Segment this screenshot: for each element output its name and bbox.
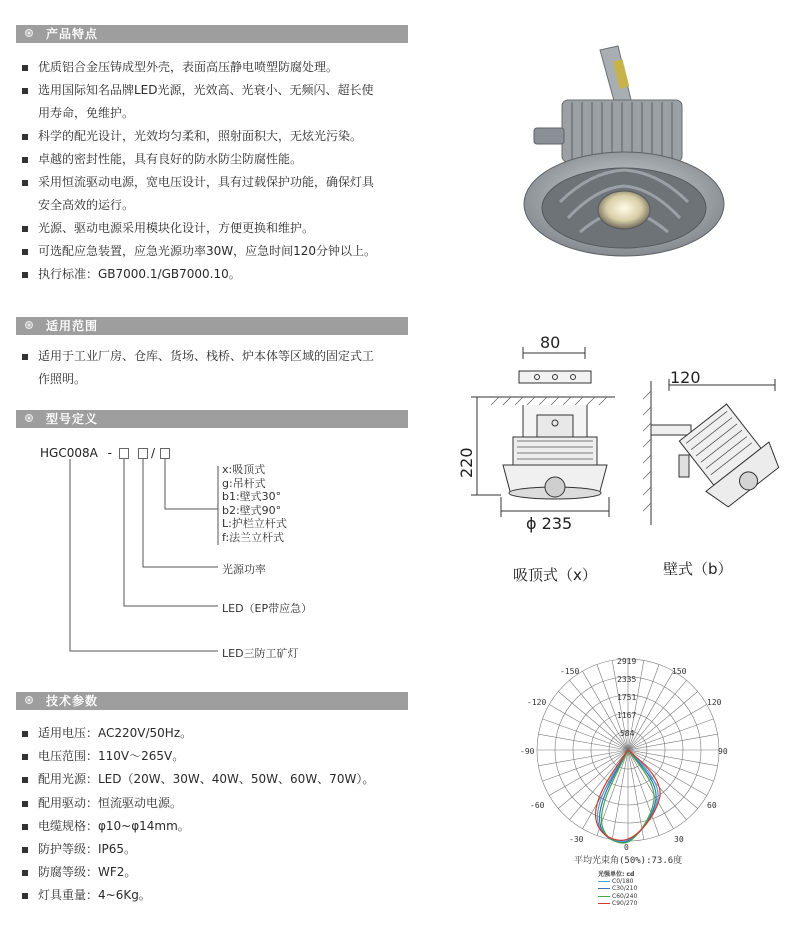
legend-item <box>598 878 637 885</box>
legend-swatch <box>598 881 610 882</box>
list-item: 适用电压：AC220V/50Hz。 <box>22 722 374 745</box>
type-label: LED三防工矿灯 <box>222 647 299 660</box>
legend-label: C0/180 <box>612 878 634 886</box>
angle-label: 150 <box>672 667 687 676</box>
radial-label: 584 <box>620 729 635 738</box>
list-item: 选用国际知名品牌LED光源，光效高、光衰小、无频闪、超长使 <box>22 79 376 102</box>
angle-label: 60 <box>707 801 717 810</box>
radial-label: 1751 <box>617 693 637 702</box>
angle-label: -120 <box>527 698 547 707</box>
mount-options <box>222 463 287 545</box>
legend-swatch <box>598 888 610 889</box>
beam-angle-text: 平均光束角(50%):73.6度 <box>574 856 683 866</box>
list-item: 配用光源：LED（20W、30W、40W、50W、60W、70W）。 <box>22 768 374 791</box>
list-item: 电压范围：110V～265V。 <box>22 745 374 768</box>
legend-label: C90/270 <box>612 899 638 907</box>
dim-height: 220 <box>457 447 476 478</box>
list-item: 防护等级：IP65。 <box>22 838 374 861</box>
section-header-specs <box>16 692 408 710</box>
radial-label: 2919 <box>617 657 637 666</box>
list-item-text: 安全高效的运行。 <box>38 198 135 212</box>
radial-label: 2335 <box>617 675 637 684</box>
angle-label: 0 <box>624 843 629 852</box>
angle-label: -30 <box>569 835 584 844</box>
polar-legend <box>598 871 637 907</box>
dimension-drawings <box>455 325 795 555</box>
dim-top-width: 80 <box>540 333 561 352</box>
legend-item <box>598 893 637 900</box>
list-item: 电缆规格：φ10~φ14mm。 <box>22 815 374 838</box>
list-item: 光源、驱动电源采用模块化设计，方便更换和维护。 <box>22 217 376 240</box>
caption-ceiling: 吸顶式（x） <box>513 566 597 584</box>
power-label: 光源功率 <box>222 563 266 576</box>
option-item: L:护栏立杆式 <box>222 517 287 531</box>
caption-wall: 壁式（b） <box>663 560 733 578</box>
list-item: 适用于工业厂房、仓库、货场、栈桥、炉本体等区域的固定式工 <box>22 345 374 368</box>
angle-label: -90 <box>520 747 535 756</box>
legend-swatch <box>598 903 610 904</box>
list-item: 可选配应急装置，应急光源功率30W，应急时间120分钟以上。 <box>22 240 376 263</box>
angle-label: -150 <box>560 667 580 676</box>
list-item: 防腐等级：WF2。 <box>22 861 374 884</box>
list-item: 优质铝合金压铸成型外壳，表面高压静电喷塑防腐处理。 <box>22 56 376 79</box>
list-item-text: 作照明。 <box>38 372 87 386</box>
list-item-text: 用寿命，免维护。 <box>38 106 135 120</box>
list-item: 执行标准：GB7000.1/GB7000.10。 <box>22 263 376 286</box>
section-title: 型号定义 <box>46 412 99 426</box>
legend-label: C60/240 <box>612 892 638 900</box>
legend-swatch <box>598 896 610 897</box>
model-slash: / <box>151 446 156 460</box>
list-item: 配用驱动：恒流驱动电源。 <box>22 792 374 815</box>
section-title: 技术参数 <box>46 694 99 708</box>
option-item: b2:壁式90° <box>222 503 282 517</box>
angle-label: 90 <box>718 747 728 756</box>
legend-item <box>598 885 637 892</box>
list-item: 采用恒流驱动电源，宽电压设计，具有过载保护功能，确保灯具 <box>22 171 376 194</box>
option-item: b1:壁式30° <box>222 490 282 504</box>
legend-title: 光强单位: cd <box>598 871 635 878</box>
legend-label: C30/210 <box>612 885 638 893</box>
option-item: f:法兰立杆式 <box>222 530 285 544</box>
model-dash: - <box>107 446 112 460</box>
bullet-circle-icon <box>25 696 33 704</box>
dim-diameter: ϕ 235 <box>526 514 573 533</box>
led-label: LED（EP带应急） <box>222 602 313 615</box>
legend-item <box>598 900 637 907</box>
section-title: 适用范围 <box>46 319 99 333</box>
angle-label: 120 <box>707 698 722 707</box>
section-title: 产品特点 <box>46 27 99 41</box>
option-item: g:吊杆式 <box>222 476 266 490</box>
list-item: 灯具重量：4~6Kg。 <box>22 884 374 907</box>
specs-list <box>22 722 374 908</box>
list-item: 科学的配光设计，光效均匀柔和，照射面积大，无炫光污染。 <box>22 125 376 148</box>
option-item: x:吸顶式 <box>222 463 266 476</box>
radial-label: 1167 <box>617 711 637 720</box>
angle-label: 30 <box>674 835 684 844</box>
model-code-text: HGC008A <box>40 446 98 460</box>
angle-label: -60 <box>530 801 545 810</box>
list-item: 卓越的密封性能，具有良好的防水防尘防腐性能。 <box>22 148 376 171</box>
dim-wall-width: 120 <box>670 368 701 387</box>
